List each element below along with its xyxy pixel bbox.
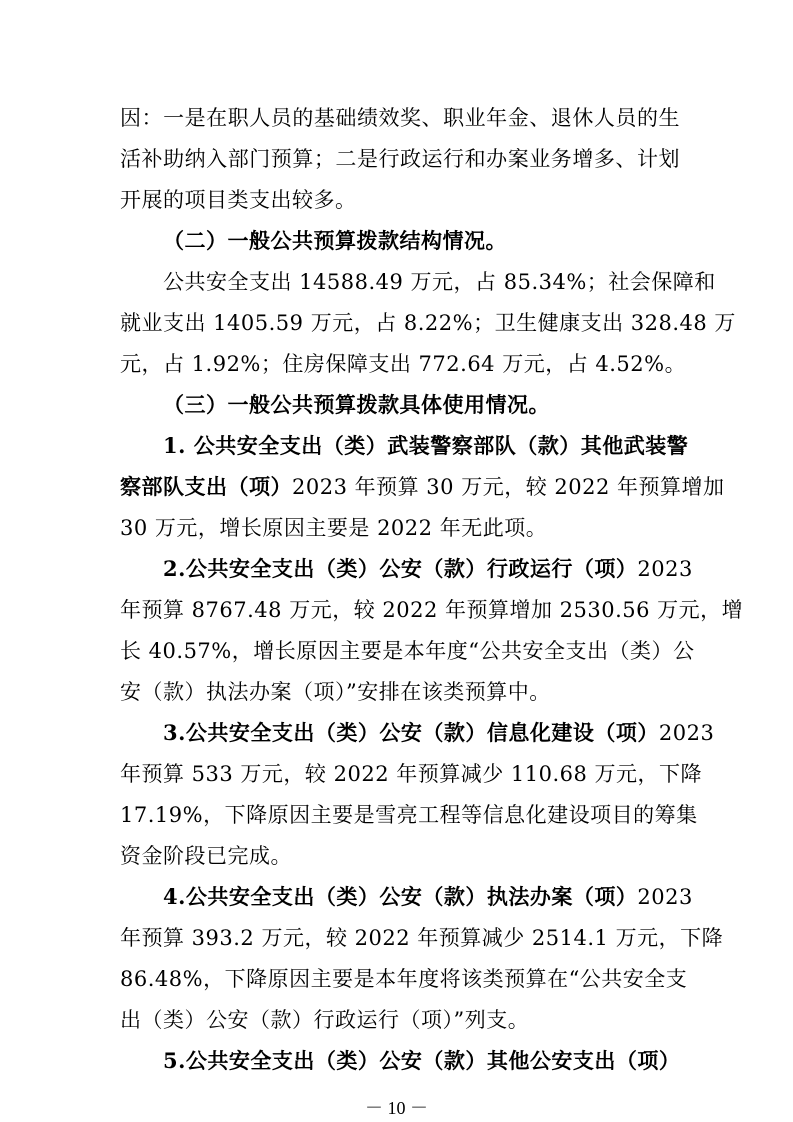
- paragraph-structure-line-2: 就业支出 1405.59 万元，占 8.22%；卫生健康支出 328.48 万: [120, 311, 736, 335]
- item-1-line-3: 30 万元，增长原因主要是 2022 年无此项。: [120, 516, 548, 540]
- item-1-line-1: 1. 公共安全支出（类）武装警察部队（款）其他武装警: [163, 433, 689, 458]
- item-4-line-1: [163, 884, 693, 914]
- item-4-year: 2023: [637, 885, 693, 909]
- page-number: － 10 －: [365, 1098, 428, 1118]
- paragraph-reason-line-1: 因：一是在职人员的基础绩效奖、职业年金、退休人员的生: [120, 106, 680, 130]
- item-5-line-1: 5.公共安全支出（类）公安（款）其他公安支出（项）: [163, 1048, 681, 1073]
- item-3-line-4: 资金阶段已完成。: [120, 844, 292, 868]
- section-heading-usage: （三）一般公共预算拨款具体使用情况。: [163, 392, 550, 417]
- item-3-line-2: 年预算 533 万元，较 2022 年预算减少 110.68 万元，下降: [120, 762, 703, 786]
- item-3-title: 3.公共安全支出（类）公安（款）信息化建设（项）: [163, 720, 659, 745]
- item-1-title-tail: 察部队支出（项）: [120, 474, 292, 499]
- item-2-title: 2.公共安全支出（类）公安（款）行政运行（项）: [163, 556, 638, 581]
- item-4-line-4: 出（类）公安（款）行政运行（项）”列支。: [120, 1008, 530, 1032]
- item-3-line-1: [163, 720, 715, 750]
- item-1-line-2: [120, 474, 725, 504]
- item-4-line-2: 年预算 393.2 万元，较 2022 年预算减少 2514.1 万元，下降: [120, 926, 724, 950]
- item-2-line-1: [163, 556, 693, 586]
- item-4-title: 4.公共安全支出（类）公安（款）执法办案（项）: [163, 884, 638, 909]
- item-3-year: 2023: [658, 721, 715, 745]
- item-2-line-2: 年预算 8767.48 万元，较 2022 年预算增加 2530.56 万元，增: [120, 598, 744, 622]
- item-2-line-3: 长 40.57%，增长原因主要是本年度“公共安全支出（类）公: [120, 639, 695, 663]
- paragraph-structure-line-1: 公共安全支出 14588.49 万元，占 85.34%；社会保障和: [163, 270, 716, 294]
- paragraph-structure-line-3: 元，占 1.92%；住房保障支出 772.64 万元，占 4.52%。: [120, 352, 687, 376]
- item-2-year: 2023: [637, 557, 693, 581]
- item-1-text: 2023 年预算 30 万元，较 2022 年预算增加: [292, 475, 725, 499]
- item-4-line-3: 86.48%，下降原因主要是本年度将该类预算在“公共安全支: [120, 967, 688, 991]
- paragraph-reason-line-3: 开展的项目类支出较多。: [120, 188, 357, 212]
- section-heading-structure: （二）一般公共预算拨款结构情况。: [163, 228, 507, 253]
- paragraph-reason-line-2: 活补助纳入部门预算；二是行政运行和办案业务增多、计划: [120, 147, 680, 171]
- item-2-line-4: 安（款）执法办案（项）”安排在该类预算中。: [120, 680, 551, 704]
- item-3-line-3: 17.19%，下降原因主要是雪亮工程等信息化建设项目的筹集: [120, 803, 698, 827]
